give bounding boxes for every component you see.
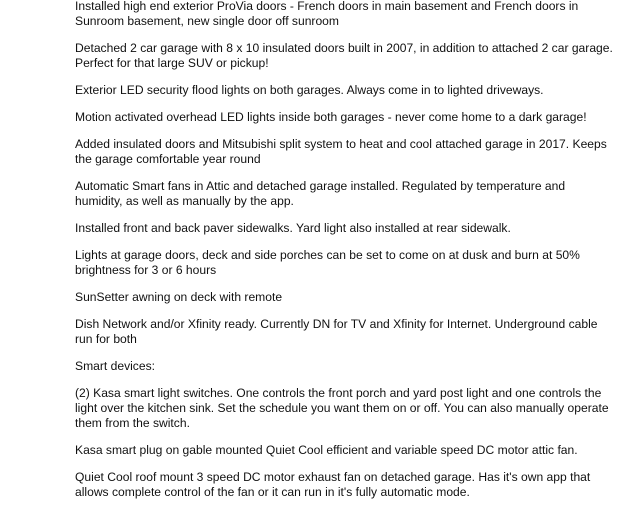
paragraph-dusk-lights: Lights at garage doors, deck and side porches can be set to come on at dusk and burn at 50% brightness for 3 or 6 hours (75, 248, 580, 277)
paragraph-kasa-plug: Kasa smart plug on gable mounted Quiet Cool efficient and variable speed DC motor attic fan. (75, 443, 578, 457)
document-body (75, 0, 615, 512)
paragraph-split-system: Added insulated doors and Mitsubishi split system to heat and cool attached garage in 2017. Keeps the garage comfortable year round (75, 137, 607, 166)
paragraph-paver-sidewalks: Installed front and back paver sidewalks. Yard light also installed at rear sidewalk. (75, 221, 511, 235)
smart-devices-heading: Smart devices: (75, 359, 155, 373)
paragraph-kasa-switches: (2) Kasa smart light switches. One controls the front porch and yard post light and one controls the light over the kitchen sink. Set the schedule you want them on or off. You can also manually operate them from the switch. (75, 386, 609, 430)
paragraph-tv-internet: Dish Network and/or Xfinity ready. Currently DN for TV and Xfinity for Internet. Underground cable run for both (75, 317, 598, 346)
paragraph-awning: SunSetter awning on deck with remote (75, 290, 283, 304)
paragraph-flood-lights: Exterior LED security flood lights on both garages. Always come in to lighted driveways. (75, 83, 544, 97)
paragraph-smart-fans: Automatic Smart fans in Attic and detached garage installed. Regulated by temperature and humidity, as well as manually by the app. (75, 179, 566, 208)
paragraph-provia-doors: Installed high end exterior ProVia doors - French doors in main basement and French doors in Sunroom basement, new single door off sunroom (75, 0, 579, 28)
paragraph-detached-garage: Detached 2 car garage with 8 x 10 insulated doors built in 2007, in addition to attached 2 car garage. Perfect for that large SUV or pickup! (75, 41, 613, 70)
paragraph-motion-lights: Motion activated overhead LED lights inside both garages - never come home to a dark garage! (75, 110, 587, 124)
paragraph-exhaust-fan: Quiet Cool roof mount 3 speed DC motor exhaust fan on detached garage. Has it's own app that allows complete control of the fan or it can run in it's fully automatic mode. (75, 470, 591, 499)
